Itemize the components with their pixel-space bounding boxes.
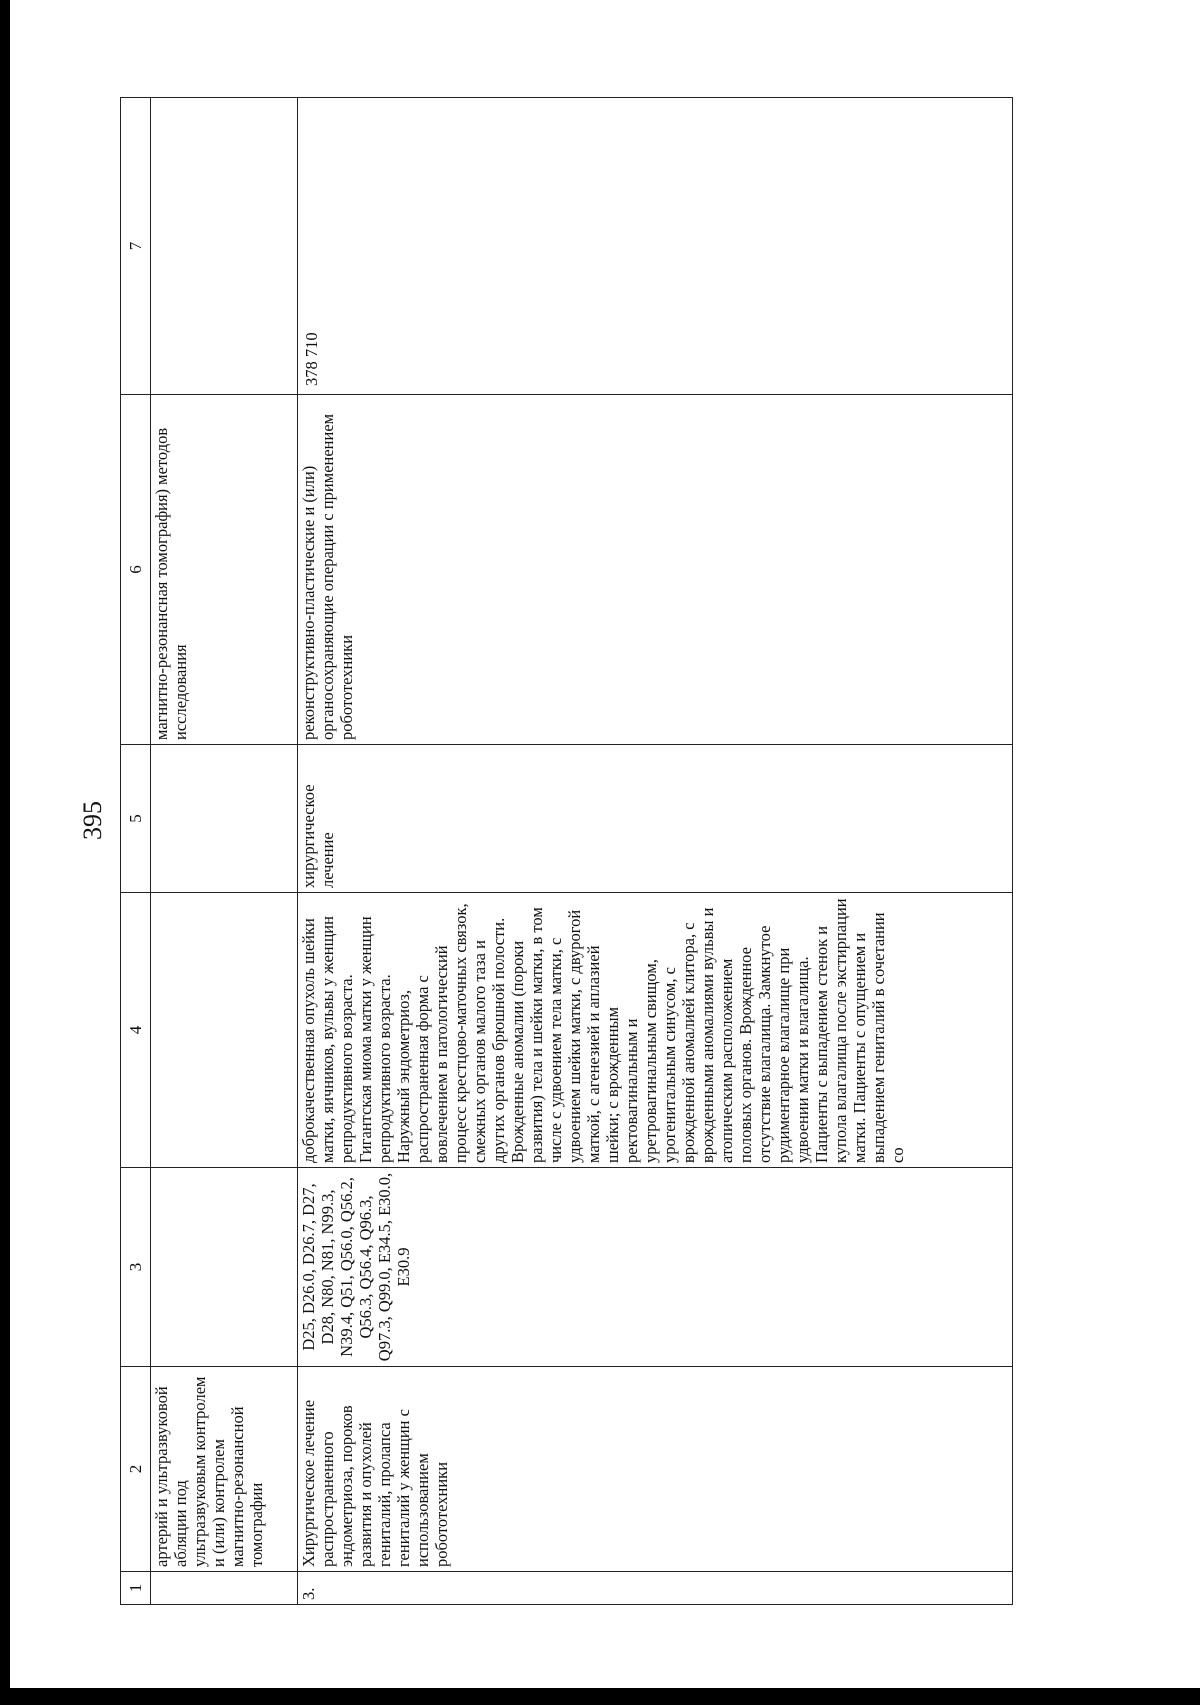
header-col-2: 2	[121, 1367, 151, 1572]
icd-codes	[151, 1168, 298, 1367]
icd-codes: D25, D26.0, D26.7, D27, D28, N80, N81, N99.3, N39.4, Q51, Q56.0, Q56.2, Q56.3, Q56.4, Q96.3, Q97.3, Q99.0, E34.5, E30.0, E30.9	[298, 1168, 1013, 1367]
header-col-5: 5	[121, 745, 151, 893]
scan-edge-bottom	[0, 1688, 1200, 1705]
row-number	[151, 1572, 298, 1605]
row-number: 3.	[298, 1572, 1013, 1605]
page-number: 395	[78, 801, 107, 840]
treatment-type	[151, 745, 298, 893]
rotated-page	[120, 98, 1085, 1605]
header-col-3: 3	[121, 1168, 151, 1367]
cost-value: 378 710	[298, 98, 1013, 395]
treatment-type: хирургическое лечение	[298, 745, 1013, 893]
method-group-name: Хирургическое лечение распространенного эндометриоза, пороков развития и опухолей гениталий, пролапса гениталий у женщин с использованием робототехники	[298, 1367, 1013, 1572]
header-col-4: 4	[121, 893, 151, 1168]
scan-edge-left	[0, 0, 10, 1705]
patient-model	[151, 893, 298, 1168]
treatment-method: реконструктивно-пластические и (или) органосохраняющие операции с применением робототехники	[298, 395, 1013, 745]
cost-value	[151, 98, 298, 395]
header-col-1: 1	[121, 1572, 151, 1605]
table-row	[298, 98, 1013, 1605]
header-row	[121, 98, 151, 1605]
header-col-6: 6	[121, 395, 151, 745]
header-col-7: 7	[121, 98, 151, 395]
medical-care-table	[120, 97, 1013, 1605]
table-row	[151, 98, 298, 1605]
method-group-name: артерий и ультразвуковой абляции под ультразвуковым контролем и (или) контролем магнитно-резонансной томографии	[151, 1367, 298, 1572]
patient-model: доброкачественная опухоль шейки матки, яичников, вульвы у женщин репродуктивного возраста. Гигантская миома матки у женщин репродуктивного возраста. Наружный эндометриоз, распространенная форма с вовлечением в патологический процесс крестцово-маточных связок, смежных органов малого таза и других органов брюшной полости. Врожденные аномалии (пороки развития) тела и шейки матки, в том числе с удвоением тела матки, с удвоением шейки матки, с двурогой маткой, с агенезией и аплазией шейки; с врожденным ректовагинальным и уретровагинальным свищом, урогенитальным синусом, с врожденной аномалией клитора, с врожденными аномалиями вульвы и атопическим расположением половых органов. Врожденное отсутствие влагалища. Замкнутое рудиментарное влагалище при удвоении матки и влагалища. Пациенты с выпадением стенок и купола влагалища после экстирпации матки. Пациенты с опущением и выпадением гениталий в сочетании со	[298, 893, 1013, 1168]
treatment-method: магнитно-резонансная томография) методов исследования	[151, 395, 298, 745]
